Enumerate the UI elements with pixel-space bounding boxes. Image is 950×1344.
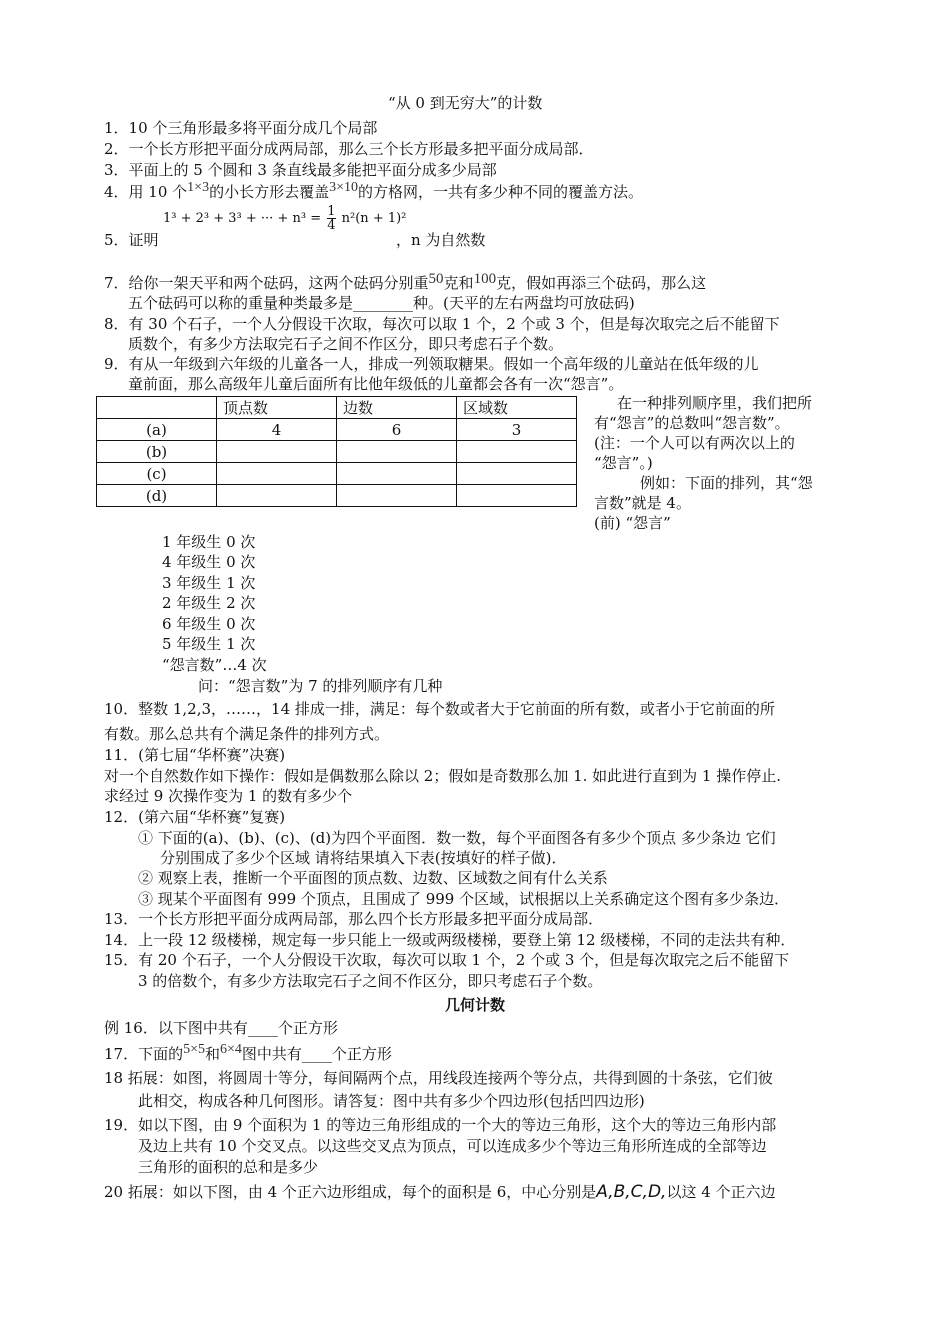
question-7-weight-2: 100 <box>473 271 497 287</box>
table-row <box>97 441 577 463</box>
table-header-cell: 区域数 <box>457 397 577 419</box>
question-10-line-2: 有数。那么总共有个满足条件的排列方式。 <box>104 725 390 743</box>
fraction-numerator: 1 <box>327 204 336 219</box>
example-17-text-a: 17．下面的 <box>104 1045 184 1063</box>
question-15-line-2: 3 的倍数个，有多少方法取完石子之间不作区分，即只考虑石子个数。 <box>138 972 603 990</box>
table-row <box>97 419 577 441</box>
example-17 <box>104 1044 392 1066</box>
table-cell <box>337 441 457 463</box>
example-20-text-a: 20 拓展：如以下图，由 4 个正六边形组成，每个的面积是 6，中心分别是 <box>104 1183 597 1201</box>
grade-line: 6 年级生 0 次 <box>162 615 256 633</box>
example-17-math-2: 6×4 <box>220 1042 242 1057</box>
question-9-line-1: 9．有从一年级到六年级的儿童各一人，排成一列领取糖果。假如一个高年级的儿童站在低年级的儿 <box>104 355 759 373</box>
question-10-line-1: 10．整数 1,2,3，……，14 排成一排，满足：每个数或者大于它前面的所有数，或者小于它前面的所 <box>104 700 775 718</box>
complaint-total: “怨言数”…4 次 <box>162 656 267 674</box>
table-cell <box>457 485 577 507</box>
question-1: 1．10 个三角形最多将平面分成几个局部 <box>104 119 378 137</box>
table-cell <box>337 485 457 507</box>
question-7-weight-1: 50 <box>428 271 444 287</box>
formula-rhs: n²(n + 1)² <box>341 211 407 226</box>
table-cell <box>457 441 577 463</box>
example-18-line-1: 18 拓展：如图，将圆周十等分，每间隔两个点，用线段连接两个等分点，共得到圆的十条弦，它们彼 <box>104 1069 773 1087</box>
example-17-math-1: 5×5 <box>183 1042 205 1057</box>
table-cell <box>217 485 337 507</box>
side-note-4: “怨言”。) <box>594 454 653 472</box>
page-title: “从 0 到无穷大”的计数 <box>388 94 543 112</box>
question-4-text-c: 的方格网，一共有多少种不同的覆盖方法。 <box>358 183 644 201</box>
question-7-line-1 <box>104 273 706 294</box>
table-header-cell: 顶点数 <box>217 397 337 419</box>
question-12-line-1: 12．(第六届“华杯赛”复赛) <box>104 808 286 826</box>
formula-lhs: 1³ + 2³ + 3³ + ··· + n³ = <box>163 211 322 226</box>
question-11-line-3: 求经过 9 次操作变为 1 的数有多少个 <box>104 787 353 805</box>
table-cell <box>457 463 577 485</box>
example-20-centers: A,B,C,D, <box>596 1182 667 1202</box>
grade-line: 4 年级生 0 次 <box>162 553 256 571</box>
question-5-label: 5．证明 <box>104 231 159 249</box>
question-4-text-b: 的小长方形去覆盖 <box>209 183 330 201</box>
sum-of-cubes-formula <box>163 205 406 232</box>
grade-line: 2 年级生 2 次 <box>162 594 256 612</box>
question-11-line-1: 11．(第七届“华杯赛”决赛) <box>104 746 286 764</box>
question-11-line-2: 对一个自然数作如下操作：假如是偶数那么除以 2；假如是奇数那么加 1. 如此进行直到为 1 操作停止. <box>104 767 782 785</box>
question-7-line-2: 五个砝码可以称的重量种类最多是________种。(天平的左右两盘均可放砝码) <box>128 294 635 312</box>
question-15-line-1: 15．有 20 个石子，一个人分假设干次取，每次可以取 1 个，2 个或 3 个，但是每次取完之后不能留下 <box>104 951 790 969</box>
planar-graph-table <box>96 396 577 507</box>
table-cell <box>217 441 337 463</box>
question-2: 2．一个长方形把平面分成两局部，那么三个长方形最多把平面分成局部． <box>104 140 594 158</box>
side-note-1: 在一种排列顺序里，我们把所 <box>617 394 813 412</box>
table-cell: (d) <box>97 485 217 507</box>
question-4-text-a: 4．用 10 个 <box>104 183 188 201</box>
example-20 <box>104 1182 776 1202</box>
side-note-5: 例如：下面的排列，其“怨 <box>640 474 813 492</box>
question-13: 13．一个长方形把平面分成两局部，那么四个长方形最多把平面分成局部． <box>104 910 604 928</box>
table-cell <box>337 463 457 485</box>
question-12-line-5: ③ 现某个平面图有 999 个顶点，且围成了 999 个区域，试根据以上关系确定这个图有多少条边． <box>138 890 790 908</box>
table-cell: 6 <box>337 419 457 441</box>
formula-fraction <box>327 205 335 232</box>
fraction-denominator: 4 <box>327 218 336 233</box>
question-9-line-2: 童前面，那么高级年儿童后面所有比他年级低的儿童都会各有一次“怨言”。 <box>128 375 624 393</box>
example-19-line-1: 19．如以下图，由 9 个面积为 1 的等边三角形组成的一个大的等边三角形，这个大的等边三角形内部 <box>104 1116 777 1134</box>
question-12-line-4: ② 观察上表，推断一个平面图的顶点数、边数、区域数之间有什么关系 <box>138 869 608 887</box>
grade-line: 1 年级生 0 次 <box>162 533 256 551</box>
question-14: 14．上一段 12 级楼梯，规定每一步只能上一级或两级楼梯，要登上第 12 级楼梯，不同的走法共有种． <box>104 931 796 949</box>
grade-line: 5 年级生 1 次 <box>162 635 256 653</box>
example-19-line-2: 及边上共有 10 个交叉点。以这些交叉点为顶点，可以连成多少个等边三角形所连成的全部等边 <box>138 1137 767 1155</box>
question-12-line-2: ① 下面的(a)、(b)、(c)、(d)为四个平面图．数一数，每个平面图各有多少个顶点 多少条边 它们 <box>138 829 776 847</box>
example-20-text-b: 以这 4 个正六边 <box>666 1183 776 1201</box>
table-cell: 4 <box>217 419 337 441</box>
question-8-line-1: 8．有 30 个石子，一个人分假设干次取，每次可以取 1 个，2 个或 3 个，但是每次取完之后不能留下 <box>104 315 780 333</box>
question-7-text-c: 克，假如再添三个砝码，那么这 <box>496 274 707 292</box>
side-note-7: (前) “怨言” <box>594 514 671 532</box>
side-note-6: 言数”就是 4。 <box>594 494 691 512</box>
example-19-line-3: 三角形的面积的总和是多少 <box>138 1158 319 1176</box>
question-4 <box>104 182 643 204</box>
question-9-ask: 问：“怨言数”为 7 的排列顺序有几种 <box>198 677 443 695</box>
table-row <box>97 485 577 507</box>
example-17-text-c: 图中共有____个正方形 <box>241 1045 392 1063</box>
question-5-suffix: ，n 为自然数 <box>396 231 486 249</box>
table-cell <box>217 463 337 485</box>
question-7-text-a: 7．给你一架天平和两个砝码，这两个砝码分别重 <box>104 274 429 292</box>
example-18-line-2: 此相交，构成各种几何图形。请答复：图中共有多少个四边形(包括凹四边形) <box>138 1092 645 1110</box>
question-4-math-2: 3×10 <box>329 180 358 195</box>
table-header-cell <box>97 397 217 419</box>
table-header-row <box>97 397 577 419</box>
example-17-text-b: 和 <box>205 1045 221 1063</box>
table-cell: (c) <box>97 463 217 485</box>
question-8-line-2: 质数个，有多少方法取完石子之间不作区分，即只考虑石子个数。 <box>128 335 564 353</box>
question-3: 3．平面上的 5 个圆和 3 条直线最多能把平面分成多少局部 <box>104 161 497 179</box>
question-4-math-1: 1×3 <box>187 180 210 195</box>
section-heading-geometry: 几何计数 <box>445 996 506 1014</box>
question-7-text-b: 克和 <box>443 274 474 292</box>
table-cell: (b) <box>97 441 217 463</box>
example-16: 例 16．以下图中共有____个正方形 <box>104 1019 338 1037</box>
grade-line: 3 年级生 1 次 <box>162 574 256 592</box>
table-cell: 3 <box>457 419 577 441</box>
side-note-3: (注：一个人可以有两次以上的 <box>594 434 795 452</box>
table-header-cell: 边数 <box>337 397 457 419</box>
side-note-2: 有“怨言”的总数叫“怨言数”。 <box>594 414 790 432</box>
question-12-line-3: 分别围成了多少个区域 请将结果填入下表(按填好的样子做)． <box>160 849 567 867</box>
table-cell: (a) <box>97 419 217 441</box>
table-row <box>97 463 577 485</box>
